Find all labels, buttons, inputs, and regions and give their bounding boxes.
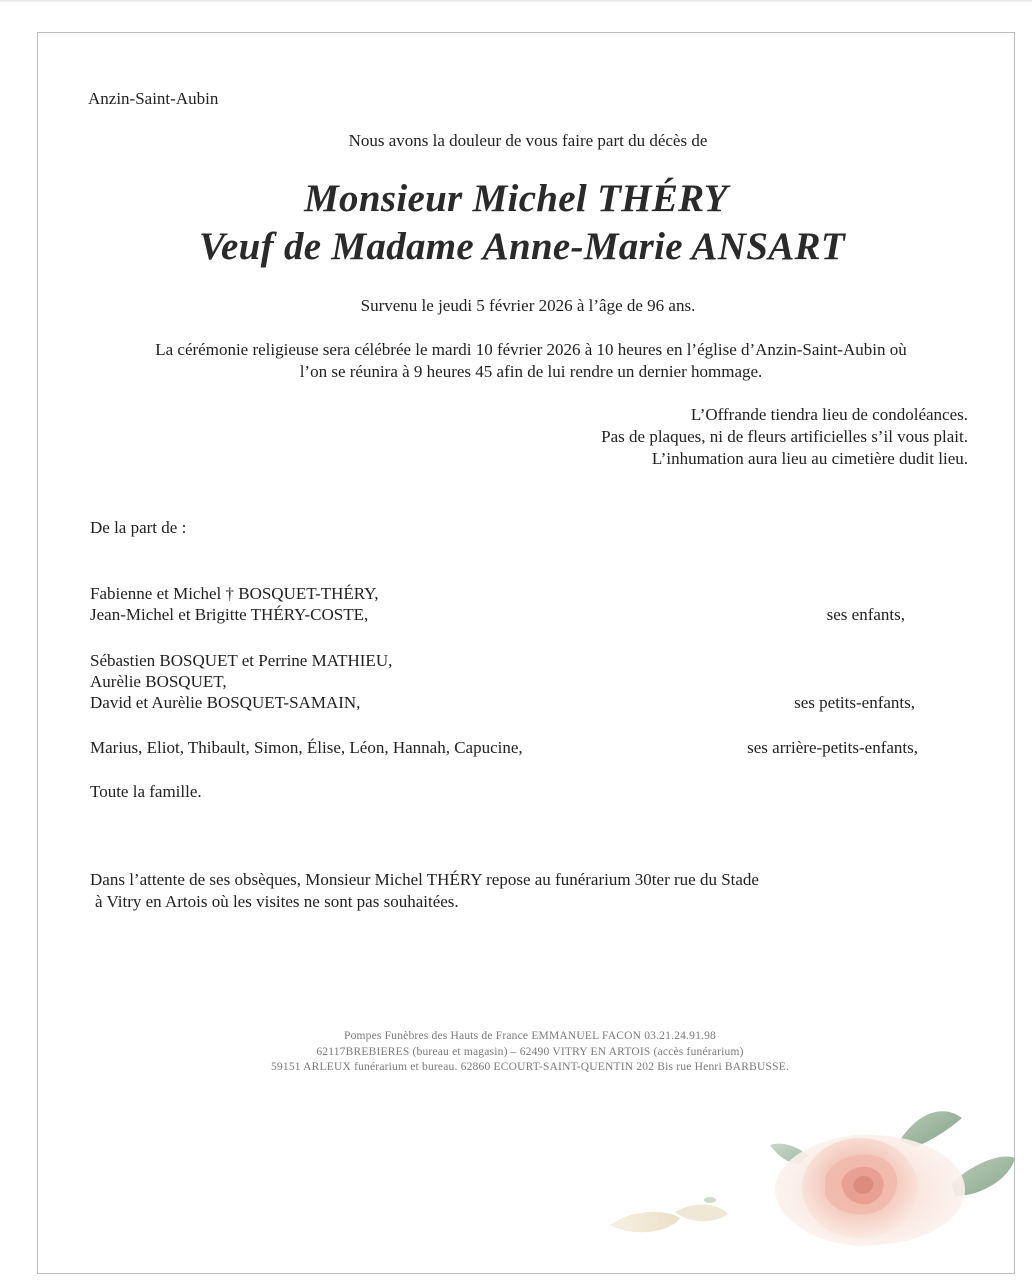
death-date: Survenu le jeudi 5 février 2026 à l’âge de 96 ans. bbox=[360, 296, 696, 315]
whole-family: Toute la famille. bbox=[90, 782, 202, 801]
note-burial: L’inhumation aura lieu au cimetière dudit lieu. bbox=[651, 449, 968, 468]
location: Anzin-Saint-Aubin bbox=[88, 89, 219, 108]
family-intro: De la part de : bbox=[90, 518, 187, 537]
relation-children: ses enfants, bbox=[826, 605, 905, 624]
intro-text: Nous avons la douleur de vous faire part du décès de bbox=[348, 131, 708, 150]
footer-line-arleux: 59151 ARLEUX funérarium et bureau. 62860 ECOURT-SAINT-QUENTIN 202 Bis rue Henri BARBUSSE. bbox=[270, 1061, 790, 1073]
child-name: Jean-Michel et Brigitte THÉRY-COSTE, bbox=[90, 605, 369, 624]
petal-icon bbox=[610, 1212, 680, 1232]
note-offering: L’Offrande tiendra lieu de condoléances. bbox=[690, 405, 968, 424]
grandchild-name: Sébastien BOSQUET et Perrine MATHIEU, bbox=[90, 651, 393, 670]
scan-top-edge bbox=[0, 0, 1032, 3]
note-no-plaques: Pas de plaques, ni de fleurs artificielles s’il vous plait. bbox=[601, 427, 968, 446]
ceremony-line-2: l’on se réunira à 9 heures 45 afin de lui rendre un dernier hommage. bbox=[299, 362, 763, 381]
relation-grandchildren: ses petits-enfants, bbox=[794, 693, 915, 712]
grandchild-name: Aurèlie BOSQUET, bbox=[90, 672, 227, 691]
grandchild-name: David et Aurèlie BOSQUET-SAMAIN, bbox=[90, 693, 361, 712]
ceremony-line-1: La cérémonie religieuse sera célébrée le mardi 10 février 2026 à 10 heures en l’église d’Anzin-Saint-Aubin où bbox=[155, 340, 907, 359]
petal-icon bbox=[675, 1205, 728, 1222]
child-name: Fabienne et Michel † BOSQUET-THÉRY, bbox=[90, 584, 379, 603]
deceased-name: Monsieur Michel THÉRY bbox=[304, 177, 728, 220]
rest-note-line-1: Dans l’attente de ses obsèques, Monsieur Michel THÉRY repose au funérarium 30ter rue du Stade bbox=[90, 870, 759, 889]
footer-line-company: Pompes Funèbres des Hauts de France EMMANUEL FACON 03.21.24.91.98 bbox=[343, 1030, 717, 1042]
rose-flower-icon bbox=[570, 1100, 1032, 1280]
relation-great-grandchildren: ses arrière-petits-enfants, bbox=[747, 738, 918, 757]
rest-note-line-2: à Vitry en Artois où les visites ne sont pas souhaitées. bbox=[95, 892, 459, 911]
footer-line-addresses: 62117BREBIERES (bureau et magasin) – 62490 VITRY EN ARTOIS (accès funérarium) bbox=[316, 1046, 744, 1058]
spouse-line: Veuf de Madame Anne-Marie ANSART bbox=[199, 225, 845, 268]
great-grandchildren-names: Marius, Eliot, Thibault, Simon, Élise, Léon, Hannah, Capucine, bbox=[90, 738, 523, 757]
